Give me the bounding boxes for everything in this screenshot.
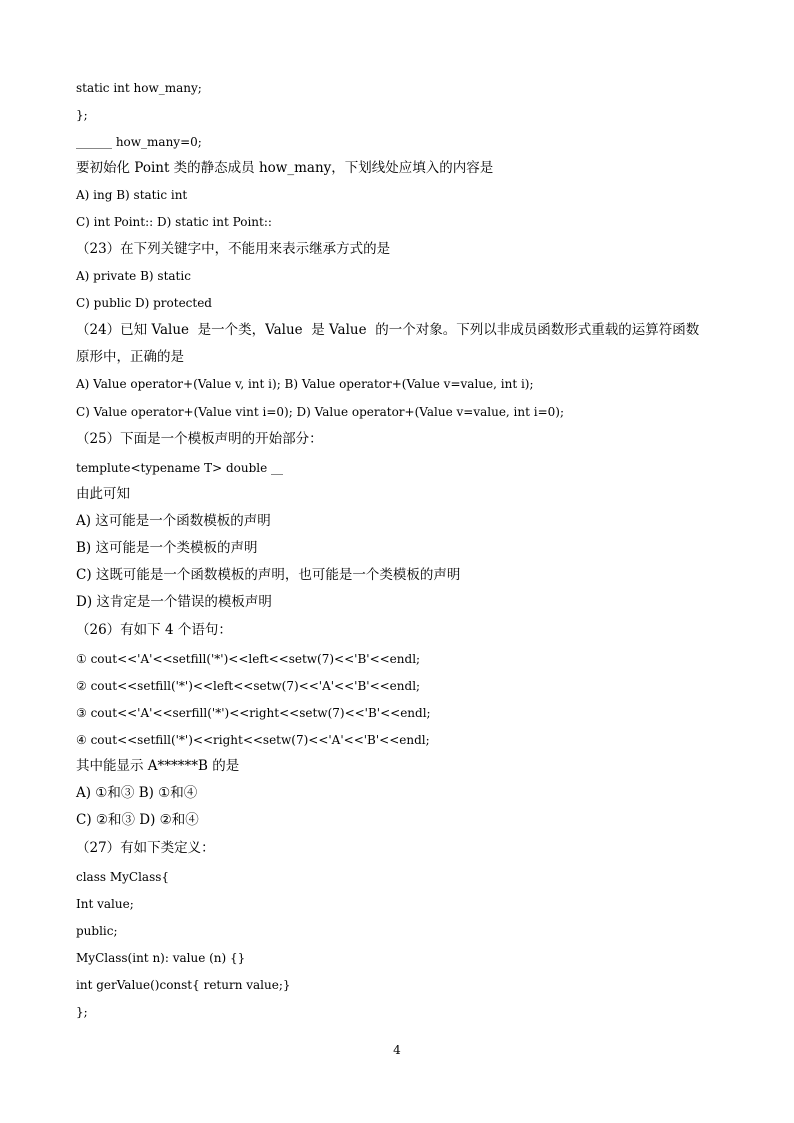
question-heading: （23）在下列关键字中，不能用来表示继承方式的是	[76, 241, 391, 257]
question-heading: （25）下面是一个模板声明的开始部分：	[76, 431, 323, 447]
question-text: 要初始化 Point 类的静态成员 how_many，下划线处应填入的内容是	[76, 160, 494, 176]
code-line: MyClass(int n): value (n) {}	[76, 951, 246, 965]
answer-option: B) 这可能是一个类模板的声明	[76, 540, 258, 556]
question-heading: （26）有如下 4 个语句：	[76, 622, 232, 638]
code-statement: ② cout<<setfill('*')<<left<<setw(7)<<'A'<<'B'<<endl;	[76, 679, 421, 693]
code-line: };	[76, 108, 88, 122]
question-text: 其中能显示 A******B 的是	[76, 758, 240, 774]
code-line: public;	[76, 924, 118, 938]
answer-options: C) int Point:: D) static int Point::	[76, 215, 272, 229]
page-number: 4	[393, 1043, 401, 1057]
answer-option: C) 这既可能是一个函数模板的声明，也可能是一个类模板的声明	[76, 567, 461, 583]
code-line: ______ how_many=0;	[76, 135, 202, 149]
answer-options: A) private B) static	[76, 269, 191, 283]
code-line: templute<typename T> double __	[76, 461, 284, 475]
code-statement: ① cout<<'A'<<setfill('*')<<left<<setw(7)<<'B'<<endl;	[76, 652, 421, 666]
code-line: static int how_many;	[76, 81, 202, 95]
code-line: class MyClass{	[76, 870, 170, 884]
code-line: Int value;	[76, 897, 134, 911]
code-line: int gerValue()const{ return value;}	[76, 978, 291, 992]
question-heading: （24）已知 Value 是一个类，Value 是 Value 的一个对象。下列以非成员函数形式重载的运算符函数	[76, 322, 700, 338]
answer-option: A) 这可能是一个函数模板的声明	[76, 513, 271, 529]
answer-options: C) Value operator+(Value vint i=0); D) Value operator+(Value v=value, int i=0);	[76, 405, 565, 419]
code-statement: ④ cout<<setfill('*')<<right<<setw(7)<<'A'<<'B'<<endl;	[76, 733, 430, 747]
code-statement: ③ cout<<'A'<<serfill('*')<<right<<setw(7)<<'B'<<endl;	[76, 706, 431, 720]
code-line: };	[76, 1005, 88, 1019]
answer-options: A) Value operator+(Value v, int i); B) Value operator+(Value v=value, int i);	[76, 377, 534, 391]
question-heading: （27）有如下类定义：	[76, 840, 215, 856]
answer-options: A) ing B) static int	[76, 188, 188, 202]
answer-options: C) ②和③ D) ②和④	[76, 812, 199, 828]
question-text: 原形中，正确的是	[76, 349, 184, 365]
answer-option: D) 这肯定是一个错误的模板声明	[76, 594, 272, 610]
answer-options: C) public D) protected	[76, 296, 212, 310]
question-text: 由此可知	[76, 486, 130, 502]
answer-options: A) ①和③ B) ①和④	[76, 785, 198, 801]
